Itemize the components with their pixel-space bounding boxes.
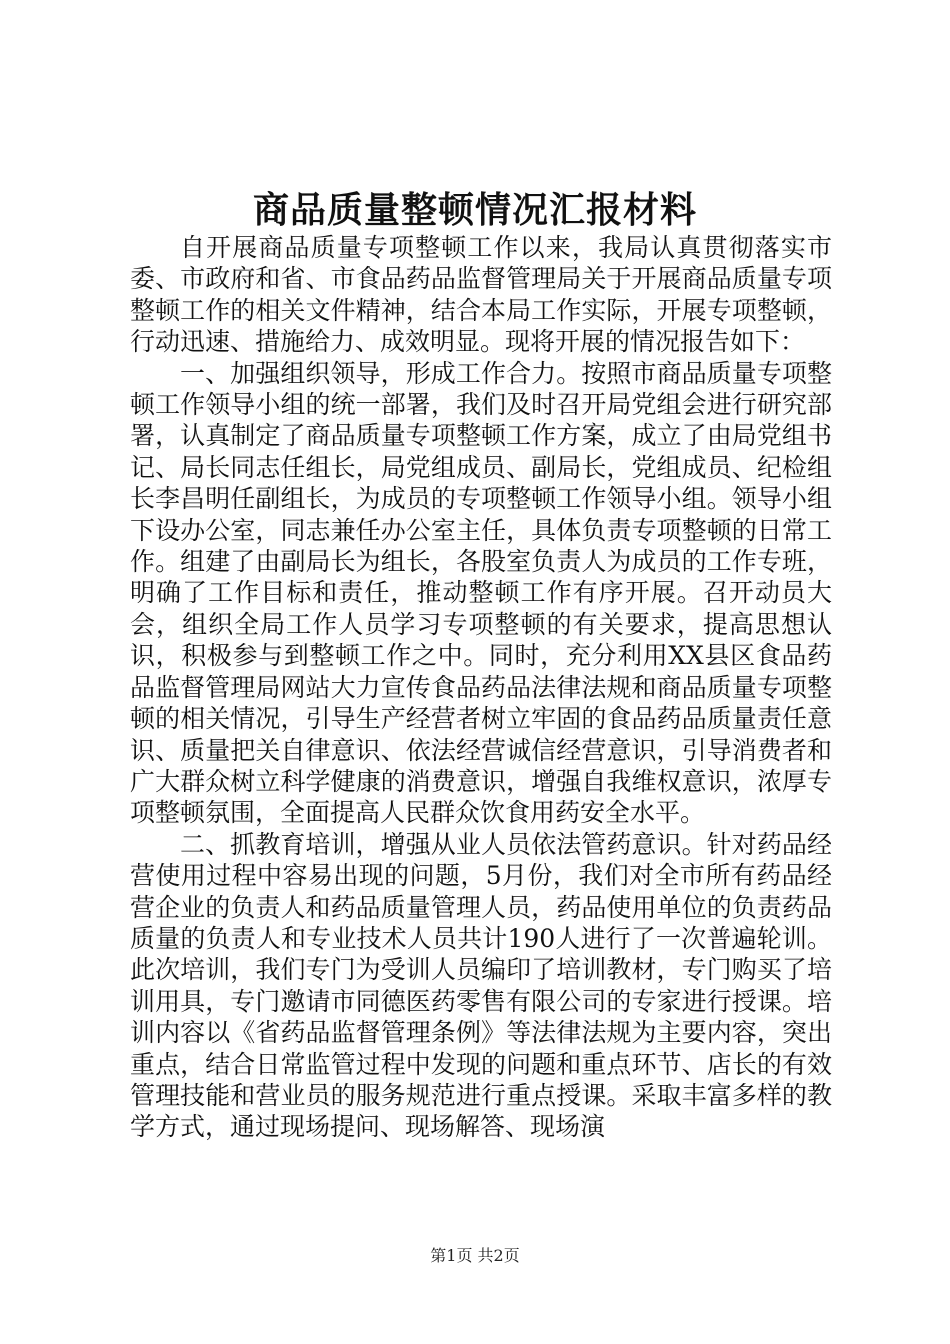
paragraph-section-1: 一、加强组织领导，形成工作合力。按照市商品质量专项整顿工作领导小组的统一部署，我们及时召开局党组会进行研究部署，认真制定了商品质量专项整顿工作方案，成立了由局党组书记、局长同志任组长，局党组成员、副局长，党组成员、纪检组长李昌明任副组长，为成员的专项整顿工作领导小组。领导小组下设办公室，同志兼任办公室主任，具体负责专项整顿的日常工作。组建了由副局长为组长，各股室负责人为成员的工作专班，明确了工作目标和责任，推动整顿工作有序开展。召开动员大会，组织全局工作人员学习专项整顿的有关要求，提高思想认识，积极参与到整顿工作之中。同时，充分利用XX县区食品药品监督管理局网站大力宣传食品药品法律法规和商品质量专项整顿的相关情况，引导生产经营者树立牢固的食品药品质量责任意识、质量把关自律意识、依法经营诚信经营意识，引导消费者和广大群众树立科学健康的消费意识，增强自我维权意识，浓厚专项整顿氛围，全面提高人民群众饮食用药安全水平。 bbox=[130, 358, 832, 828]
document-title: 商品质量整顿情况汇报材料 bbox=[252, 189, 697, 231]
page-number-footer: 第1页 共2页 bbox=[430, 1246, 520, 1265]
paragraph-section-2: 二、抓教育培训，增强从业人员依法管药意识。针对药品经营使用过程中容易出现的问题，5月份，我们对全市所有药品经营企业的负责人和药品质量管理人员，药品使用单位的负责药品质量的负责人和专业技术人员共计190人进行了一次普遍轮训。此次培训，我们专门为受训人员编印了培训教材，专门购买了培训用具，专门邀请市同德医药零售有限公司的专家进行授课。培训内容以《省药品监督管理条例》等法律法规为主要内容，突出重点，结合日常监管过程中发现的问题和重点环节、店长的有效管理技能和营业员的服务规范进行重点授课。采取丰富多样的教学方式，通过现场提问、现场解答、现场演 bbox=[130, 829, 832, 1142]
paragraph-intro: 自开展商品质量专项整顿工作以来，我局认真贯彻落实市委、市政府和省、市食品药品监督管理局关于开展商品质量专项整顿工作的相关文件精神，结合本局工作实际，开展专项整顿，行动迅速、措施给力、成效明显。现将开展的情况报告如下： bbox=[130, 233, 832, 357]
document-body bbox=[130, 232, 832, 1143]
